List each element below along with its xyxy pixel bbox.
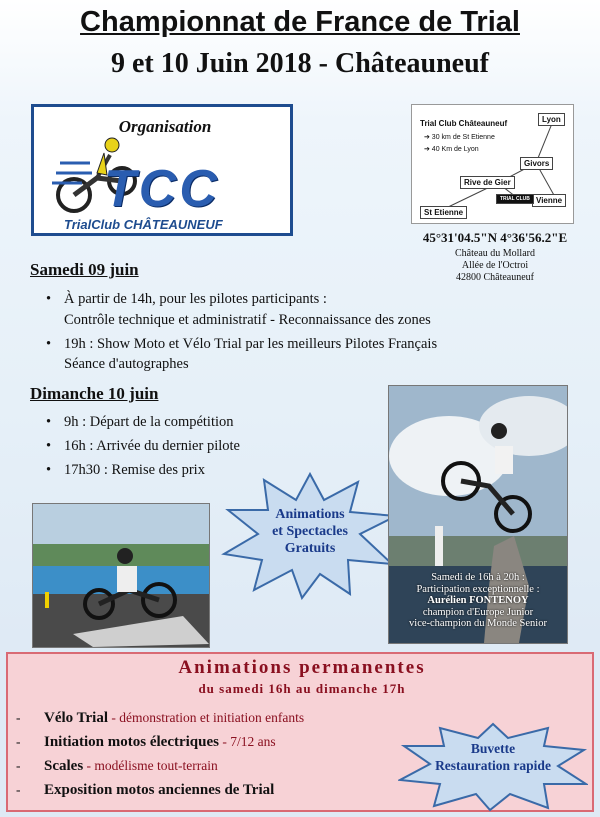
dimanche-item-text: 9h : Départ de la compétition (64, 414, 234, 430)
dimanche-item: • 17h30 : Remise des prix (46, 462, 205, 478)
map-club-name: Trial Club Châteauneuf (420, 119, 508, 128)
location-map (411, 104, 574, 224)
samedi-item: • À partir de 14h, pour les pilotes participants : (46, 291, 327, 307)
organisation-box (31, 104, 293, 236)
map-city-givors: Givors (520, 157, 553, 170)
permanent-item (16, 758, 218, 775)
dimanche-item: • 16h : Arrivée du dernier pilote (46, 438, 240, 454)
map-club-marker: TRIAL CLUB (496, 194, 534, 204)
item-label: Initiation motos électriques (44, 734, 219, 750)
rider-caption (388, 572, 568, 630)
samedi-heading: Samedi 09 juin (30, 260, 139, 279)
address-line: Château du Mollard (455, 248, 535, 259)
caption-line: champion d'Europe Junior (422, 606, 534, 618)
poster-title: Championnat de France de Trial (80, 6, 520, 38)
item-label: Exposition motos anciennes de Trial (44, 782, 275, 798)
poster-subtitle: 9 et 10 Juin 2018 - Châteauneuf (110, 48, 489, 79)
dimanche-item-text: 17h30 : Remise des prix (64, 462, 205, 478)
item-detail: - 7/12 ans (218, 734, 276, 749)
burst-line: Animations (275, 507, 345, 522)
buvette-text (398, 740, 588, 774)
electric-bike-photo (32, 503, 210, 648)
caption-rider-name: Aurélien FONTENOY (427, 595, 529, 606)
permanent-title: Animations permanentes (178, 657, 426, 678)
animations-burst-text (220, 506, 400, 557)
item-detail: - démonstration et initiation enfants (108, 710, 305, 725)
tcc-logo-subtitle: TrialClub CHÂTEAUNEUF (64, 217, 223, 232)
dimanche-item-text: 16h : Arrivée du dernier pilote (64, 438, 240, 454)
caption-line: Participation exceptionnelle : (416, 583, 540, 595)
burst-line: et Spectacles (272, 524, 348, 539)
item-dash: - (16, 782, 21, 797)
permanent-subtitle: du samedi 16h au dimanche 17h (198, 681, 406, 696)
samedi-item-text: À partir de 14h, pour les pilotes participants : (64, 291, 327, 307)
burst-line: Gratuits (284, 541, 336, 556)
item-dash: - (16, 734, 21, 749)
permanent-item (16, 734, 276, 751)
buvette-line: Buvette (470, 741, 516, 756)
address-line: 42800 Châteauneuf (455, 272, 535, 283)
tcc-logo-text: TCC (104, 160, 220, 218)
item-dash: - (16, 710, 21, 725)
map-city-st-etienne: St Etienne (420, 206, 467, 219)
dimanche-item: • 9h : Départ de la compétition (46, 414, 234, 430)
samedi-item-continued: Contrôle technique et administratif - Reconnaissance des zones (64, 312, 431, 328)
permanent-item (16, 710, 304, 727)
map-distance-line: ➔ 40 Km de Lyon (424, 146, 479, 153)
item-dash: - (16, 758, 21, 773)
item-detail: - modélisme tout-terrain (83, 758, 218, 773)
map-city-lyon: Lyon (538, 113, 565, 126)
map-city-rive-de-gier: Rive de Gier (460, 176, 515, 189)
address-line: Allée de l'Octroi (461, 260, 529, 271)
buvette-line: Restauration rapide (435, 758, 551, 773)
caption-line: vice-champion du Monde Senior (409, 618, 547, 629)
item-label: Vélo Trial (44, 710, 109, 726)
gps-coordinates: 45°31'04.5"N 4°36'56.2"E (422, 230, 568, 245)
samedi-item-continued: Séance d'autographes (64, 356, 189, 372)
map-distance-line: ➔ 30 km de St Etienne (424, 134, 495, 141)
samedi-item: • 19h : Show Moto et Vélo Trial par les meilleurs Pilotes Français (46, 336, 438, 352)
permanent-item (16, 782, 274, 799)
item-label: Scales (44, 758, 84, 774)
caption-line: Samedi de 16h à 20h : (431, 572, 525, 583)
map-city-vienne: Vienne (532, 194, 566, 207)
dimanche-heading: Dimanche 10 juin (30, 384, 159, 403)
samedi-item-text: 19h : Show Moto et Vélo Trial par les meilleurs Pilotes Français (64, 336, 438, 352)
organisation-label: Organisation (118, 117, 212, 136)
